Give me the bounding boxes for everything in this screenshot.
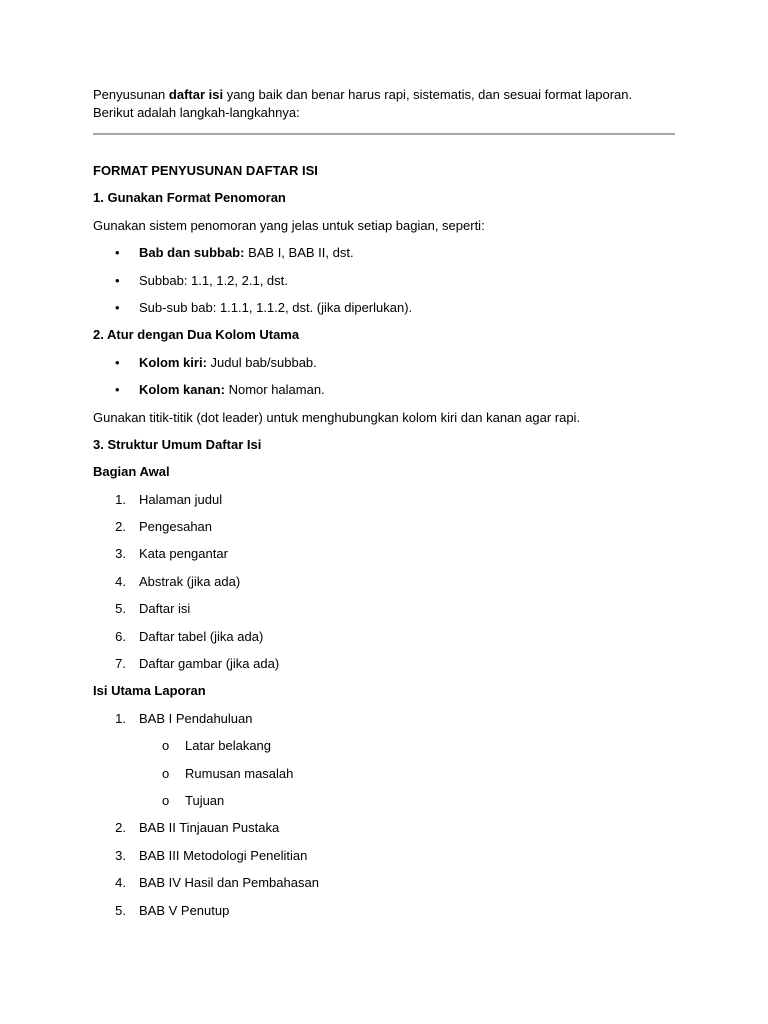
intro-paragraph <box>93 86 675 122</box>
list-item <box>93 491 675 518</box>
intro-text-rest: yang baik dan benar harus rapi, sistematis, dan sesuai format laporan. Berikut adalah langkah-langkahnya: <box>93 87 633 120</box>
list-item <box>93 655 675 682</box>
horizontal-divider <box>93 133 675 135</box>
list-number: 1. <box>115 710 126 726</box>
sub-list-text: Tujuan <box>185 792 225 808</box>
bullet-text: Subbab: 1.1, 1.2, 2.1, dst. <box>139 272 288 288</box>
sub-bullet-glyph: o <box>162 792 170 808</box>
bullet-item <box>93 299 675 326</box>
list-text: Daftar tabel (jika ada) <box>139 628 264 644</box>
list-item <box>93 628 675 655</box>
bullet-text: Sub-sub bab: 1.1.1, 1.1.2, dst. (jika diperlukan). <box>139 299 413 315</box>
list-text: Halaman judul <box>139 491 223 507</box>
step2-heading: 2. Atur dengan Dua Kolom Utama <box>93 327 300 343</box>
list-number: 5. <box>115 601 126 617</box>
bullet-item <box>93 381 675 408</box>
sub-list-item <box>93 792 675 819</box>
list-text: Daftar isi <box>139 601 191 617</box>
list-number: 7. <box>115 656 126 672</box>
step3-heading: 3. Struktur Umum Daftar Isi <box>93 436 262 452</box>
bullet-glyph: • <box>115 245 120 261</box>
list-item <box>93 710 675 737</box>
bullet-bold: Kolom kanan: <box>139 382 225 398</box>
bagian-awal-heading: Bagian Awal <box>93 464 170 480</box>
list-number: 4. <box>115 875 126 891</box>
bullet-glyph: • <box>115 382 120 398</box>
bullet-item <box>93 272 675 299</box>
list-item <box>93 600 675 627</box>
sub-list-text: Latar belakang <box>185 738 272 754</box>
section-title: FORMAT PENYUSUNAN DAFTAR ISI <box>93 163 318 178</box>
list-number: 3. <box>115 847 126 863</box>
list-number: 1. <box>115 491 126 507</box>
step1-heading: 1. Gunakan Format Penomoran <box>93 190 286 206</box>
bullet-text: Nomor halaman. <box>224 382 325 398</box>
list-text: BAB V Penutup <box>139 902 230 918</box>
list-text: BAB III Metodologi Penelitian <box>139 847 308 863</box>
document-page <box>93 86 675 929</box>
step2-text: Gunakan titik-titik (dot leader) untuk menghubungkan kolom kiri dan kanan agar rapi. <box>93 409 581 425</box>
list-item <box>93 874 675 901</box>
bullet-glyph: • <box>115 354 120 370</box>
list-item <box>93 819 675 846</box>
intro-text: Penyusunan <box>93 87 169 102</box>
bullet-item <box>93 244 675 271</box>
list-item <box>93 518 675 545</box>
sub-bullet-glyph: o <box>162 738 170 754</box>
list-text: Daftar gambar (jika ada) <box>139 656 280 672</box>
list-number: 4. <box>115 573 126 589</box>
list-item <box>93 847 675 874</box>
list-number: 3. <box>115 546 126 562</box>
list-text: Pengesahan <box>139 519 213 535</box>
bullet-item <box>93 354 675 381</box>
bullet-glyph: • <box>115 299 120 315</box>
sub-list-item <box>93 737 675 764</box>
list-item <box>93 902 675 929</box>
sub-list-text: Rumusan masalah <box>185 765 294 781</box>
sub-list-item <box>93 765 675 792</box>
list-number: 2. <box>115 820 126 836</box>
isi-utama-heading: Isi Utama Laporan <box>93 683 206 699</box>
list-text: BAB IV Hasil dan Pembahasan <box>139 875 319 891</box>
step1-text: Gunakan sistem penomoran yang jelas untuk setiap bagian, seperti: <box>93 217 485 233</box>
list-number: 5. <box>115 902 126 918</box>
bullet-bold: Kolom kiri: <box>139 354 207 370</box>
list-text: BAB II Tinjauan Pustaka <box>139 820 280 836</box>
intro-bold-term: daftar isi <box>168 87 224 102</box>
list-number: 2. <box>115 519 126 535</box>
list-number: 6. <box>115 628 126 644</box>
bullet-bold: Bab dan subbab: <box>139 245 245 261</box>
bullet-text: BAB I, BAB II, dst. <box>244 245 354 261</box>
list-item <box>93 545 675 572</box>
sub-bullet-glyph: o <box>162 765 170 781</box>
list-text: Kata pengantar <box>139 546 228 562</box>
list-text: Abstrak (jika ada) <box>139 573 241 589</box>
list-item <box>93 573 675 600</box>
bullet-glyph: • <box>115 272 120 288</box>
bullet-text: Judul bab/subbab. <box>206 354 317 370</box>
list-text: BAB I Pendahuluan <box>139 710 253 726</box>
